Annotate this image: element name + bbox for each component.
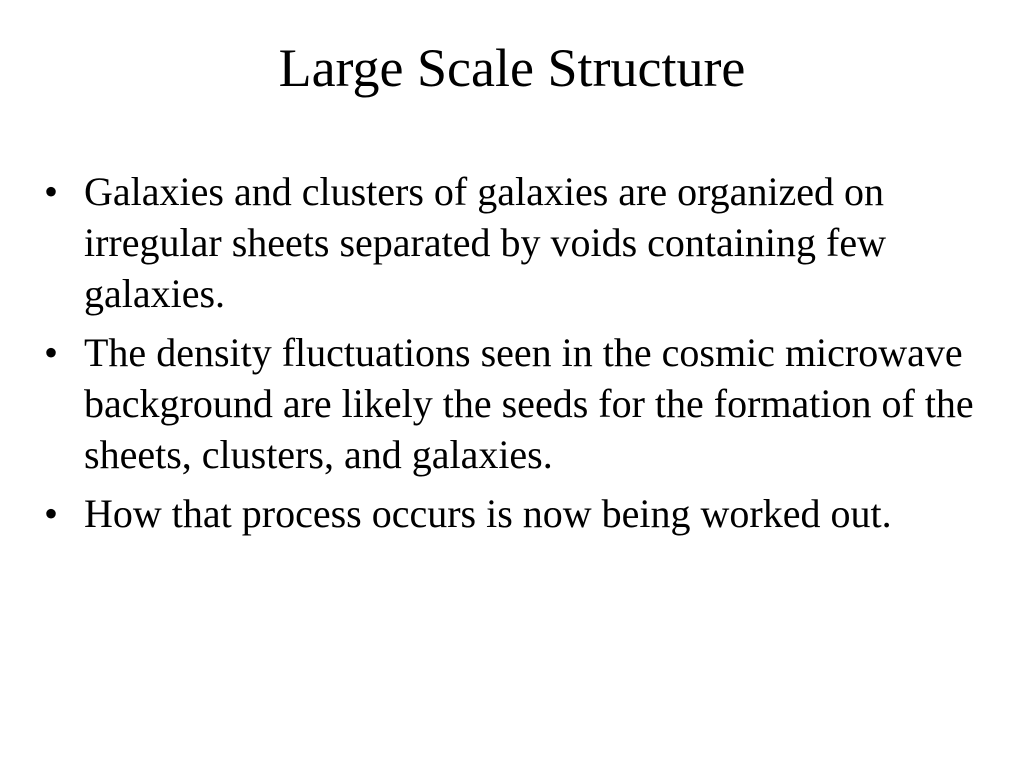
bullet-icon: • [44, 491, 59, 536]
bullet-text: How that process occurs is now being worked out. [84, 491, 892, 536]
bullet-icon: • [44, 330, 59, 375]
bullet-icon: • [44, 169, 59, 214]
bullet-item [44, 166, 994, 319]
bullet-item [44, 327, 994, 480]
bullet-text: Galaxies and clusters of galaxies are organized on irregular sheets separated by voids containing few galaxies. [84, 169, 886, 316]
slide-title: Large Scale Structure [278, 38, 746, 98]
bullet-item [44, 488, 994, 539]
bullet-text: The density fluctuations seen in the cosmic microwave background are likely the seeds for the formation of the sheets, clusters, and galaxies. [84, 330, 974, 477]
bullet-list [44, 166, 994, 547]
